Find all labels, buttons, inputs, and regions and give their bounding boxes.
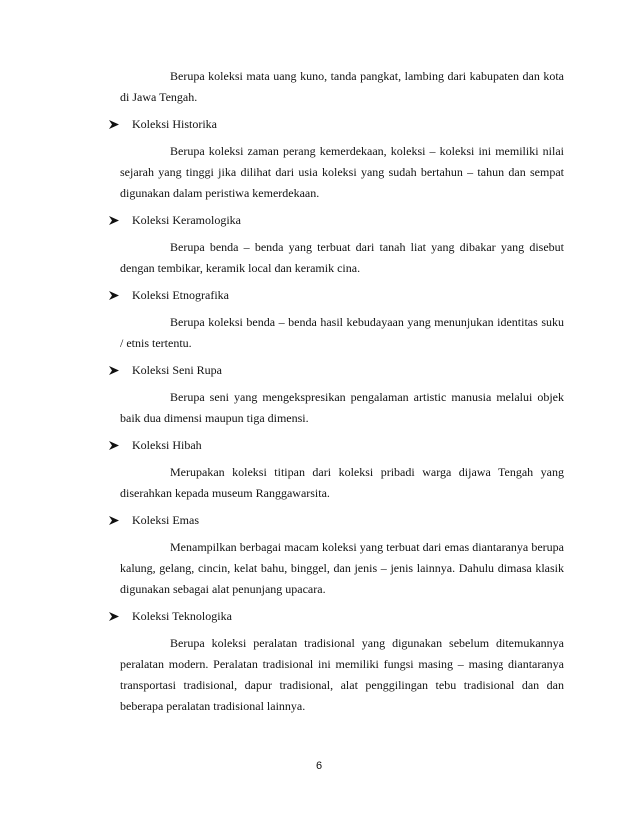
section-historika xyxy=(120,114,564,204)
intro-paragraph: Berupa koleksi mata uang kuno, tanda pangkat, lambing dari kabupaten dan kota di Jawa Tengah. xyxy=(120,69,564,104)
section-emas xyxy=(120,510,564,600)
section-heading xyxy=(120,360,564,381)
section-hibah xyxy=(120,435,564,504)
arrowhead-bullet-icon xyxy=(108,119,120,130)
page-content xyxy=(120,66,564,717)
arrowhead-bullet-icon xyxy=(108,290,120,301)
section-title: Koleksi Hibah xyxy=(132,438,202,452)
arrowhead-bullet-icon xyxy=(108,215,120,226)
section-keramologika xyxy=(120,210,564,279)
arrowhead-bullet-icon xyxy=(108,515,120,526)
section-heading xyxy=(120,285,564,306)
section-seni-rupa xyxy=(120,360,564,429)
section-title: Koleksi Emas xyxy=(132,513,199,527)
section-paragraph: Menampilkan berbagai macam koleksi yang terbuat dari emas diantaranya berupa kalung, gelang, cincin, kelat bahu, binggel, dan jenis – jenis lainnya. Dahulu dimasa klasik digunakan sebagai alat penunjang upacara. xyxy=(120,540,564,596)
section-etnografika xyxy=(120,285,564,354)
arrowhead-bullet-icon xyxy=(108,440,120,451)
section-title: Koleksi Seni Rupa xyxy=(132,363,222,377)
section-title: Koleksi Historika xyxy=(132,117,217,131)
arrowhead-bullet-icon xyxy=(108,611,120,622)
section-title: Koleksi Keramologika xyxy=(132,213,241,227)
section-paragraph: Berupa koleksi zaman perang kemerdekaan, koleksi – koleksi ini memiliki nilai sejarah yang tinggi jika dilihat dari usia koleksi yang sudah bertahun – tahun dan sempat digunakan dalam peristiwa kemerdekaan. xyxy=(120,144,564,200)
section-heading xyxy=(120,606,564,627)
section-heading xyxy=(120,210,564,231)
arrowhead-bullet-icon xyxy=(108,365,120,376)
page-number: 6 xyxy=(315,760,323,772)
section-teknologika xyxy=(120,606,564,717)
section-title: Koleksi Teknologika xyxy=(132,609,232,623)
section-heading xyxy=(120,435,564,456)
section-paragraph: Berupa koleksi benda – benda hasil kebudayaan yang menunjukan identitas suku / etnis tertentu. xyxy=(120,315,564,350)
section-paragraph: Berupa koleksi peralatan tradisional yang digunakan sebelum ditemukannya peralatan modern. Peralatan tradisional ini memiliki fungsi masing – masing diantaranya transportasi tradisional, dapur tradisional, alat penggilingan tebu tradisional dan dan beberapa peralatan tradisional lainnya. xyxy=(120,636,564,713)
section-paragraph: Berupa benda – benda yang terbuat dari tanah liat yang dibakar yang disebut dengan tembikar, keramik local dan keramik cina. xyxy=(120,240,564,275)
section-heading xyxy=(120,510,564,531)
section-title: Koleksi Etnografika xyxy=(132,288,229,302)
section-paragraph: Berupa seni yang mengekspresikan pengalaman artistic manusia melalui objek baik dua dimensi maupun tiga dimensi. xyxy=(120,390,564,425)
section-heading xyxy=(120,114,564,135)
section-paragraph: Merupakan koleksi titipan dari koleksi pribadi warga dijawa Tengah yang diserahkan kepada museum Ranggawarsita. xyxy=(120,465,564,500)
